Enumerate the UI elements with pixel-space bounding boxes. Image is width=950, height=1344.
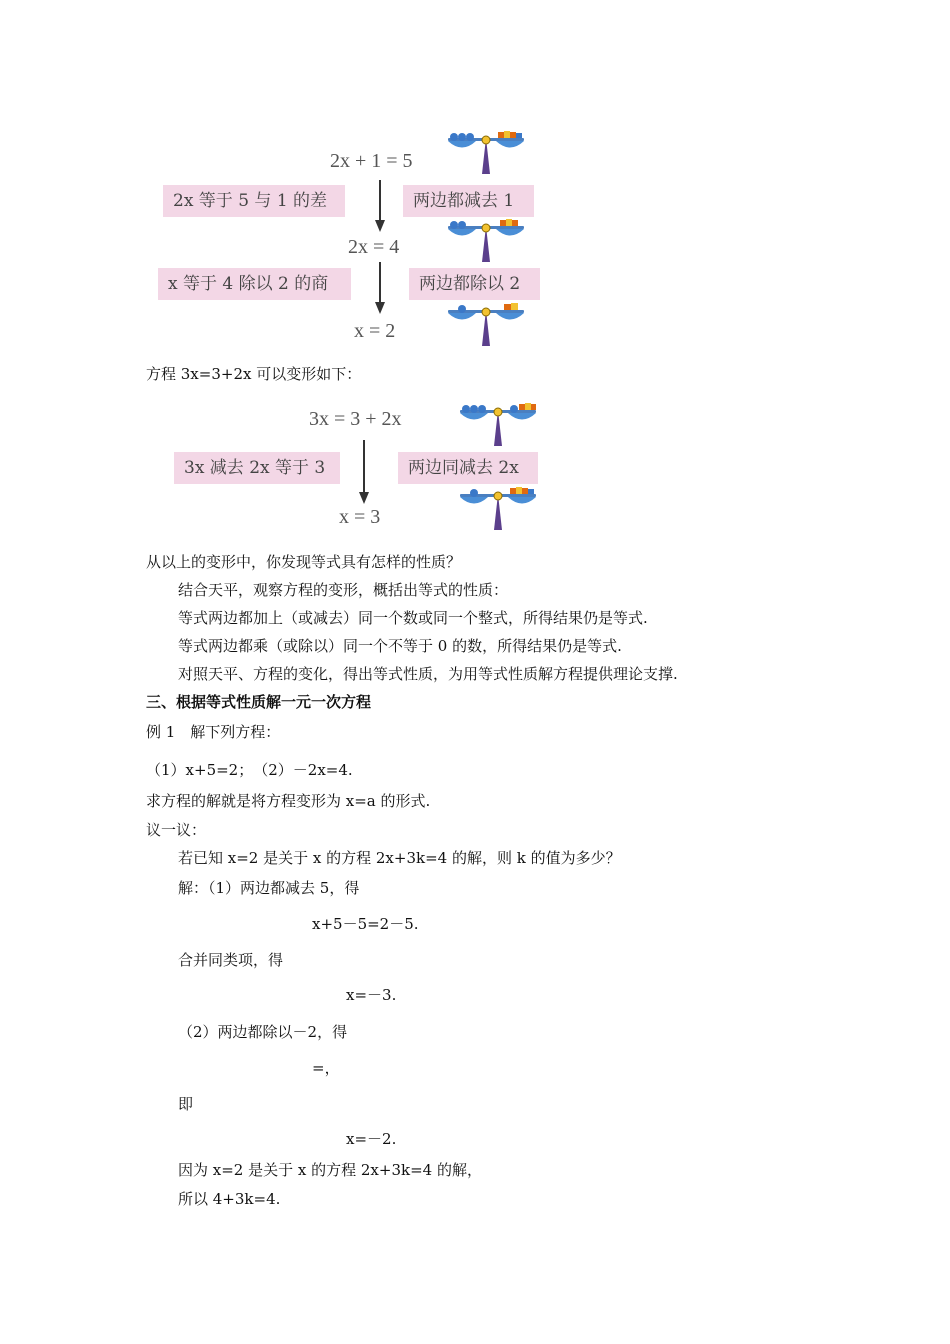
solution-2-ie: 即	[178, 1095, 194, 1113]
solution-2-equation: =，	[312, 1059, 340, 1077]
solution-1-result: x=－3.	[346, 986, 397, 1004]
arrow-down-icon	[359, 492, 369, 504]
arrow-down-icon	[375, 220, 385, 232]
example-label: 例 1 解下列方程：	[146, 723, 281, 741]
because-line: 因为 x=2 是关于 x 的方程 2x+3k=4 的解，	[178, 1161, 482, 1179]
label-right-1: 两边都减去 1	[403, 185, 534, 217]
question-text: 从以上的变形中，你发现等式具有怎样的性质？	[146, 553, 462, 571]
solution-2-result: x=－2.	[346, 1130, 397, 1148]
arrow-line	[379, 180, 381, 220]
solution-1-equation: x+5－5=2－5.	[312, 915, 419, 933]
balance-scale-icon	[458, 484, 542, 536]
discuss-label: 议一议：	[146, 821, 207, 839]
solution-1-combine: 合并同类项，得	[178, 951, 284, 969]
arrow-line	[363, 440, 365, 492]
arrow-line	[379, 262, 381, 302]
label-left-3: 3x 减去 2x 等于 3	[174, 452, 340, 484]
intro-text-2: 方程 3x=3+2x 可以变形如下：	[146, 365, 362, 383]
paragraph-3: 等式两边都乘（或除以）同一个不等于 0 的数，所得结果仍是等式.	[178, 637, 622, 655]
solution-1: 解：（1）两边都减去 5，得	[178, 879, 360, 897]
equation-2x-plus-1: 2x + 1 = 5	[330, 150, 413, 172]
paragraph-2: 等式两边都加上（或减去）同一个数或同一个整式，所得结果仍是等式.	[178, 609, 648, 627]
so-line: 所以 4+3k=4.	[178, 1190, 281, 1208]
balance-scale-icon	[446, 216, 530, 268]
problems-line: （1）x+5=2； （2）－2x=4.	[146, 761, 353, 779]
section-heading: 三、根据等式性质解一元一次方程	[146, 693, 372, 711]
label-left-2: x 等于 4 除以 2 的商	[158, 268, 351, 300]
arrow-down-icon	[375, 302, 385, 314]
discuss-question: 若已知 x=2 是关于 x 的方程 2x+3k=4 的解，则 k 的值为多少？	[178, 849, 621, 867]
label-right-2: 两边都除以 2	[409, 268, 540, 300]
paragraph-1: 结合天平，观察方程的变形，概括出等式的性质：	[178, 581, 509, 599]
balance-scale-icon	[446, 128, 530, 180]
balance-scale-icon	[446, 300, 530, 352]
equation-3x: 3x = 3 + 2x	[309, 408, 402, 430]
label-right-3: 两边同减去 2x	[398, 452, 538, 484]
solution-2: （2）两边都除以－2，得	[178, 1023, 348, 1041]
balance-scale-icon	[458, 400, 542, 452]
label-left-1: 2x 等于 5 与 1 的差	[163, 185, 345, 217]
paragraph-4: 对照天平、方程的变化，得出等式性质，为用等式性质解方程提供理论支撑.	[178, 665, 678, 683]
equation-2x-4: 2x = 4	[348, 236, 400, 258]
equation-x-2: x = 2	[354, 320, 396, 342]
equation-x-3: x = 3	[339, 506, 381, 528]
solve-hint: 求方程的解就是将方程变形为 x=a 的形式.	[146, 792, 431, 810]
